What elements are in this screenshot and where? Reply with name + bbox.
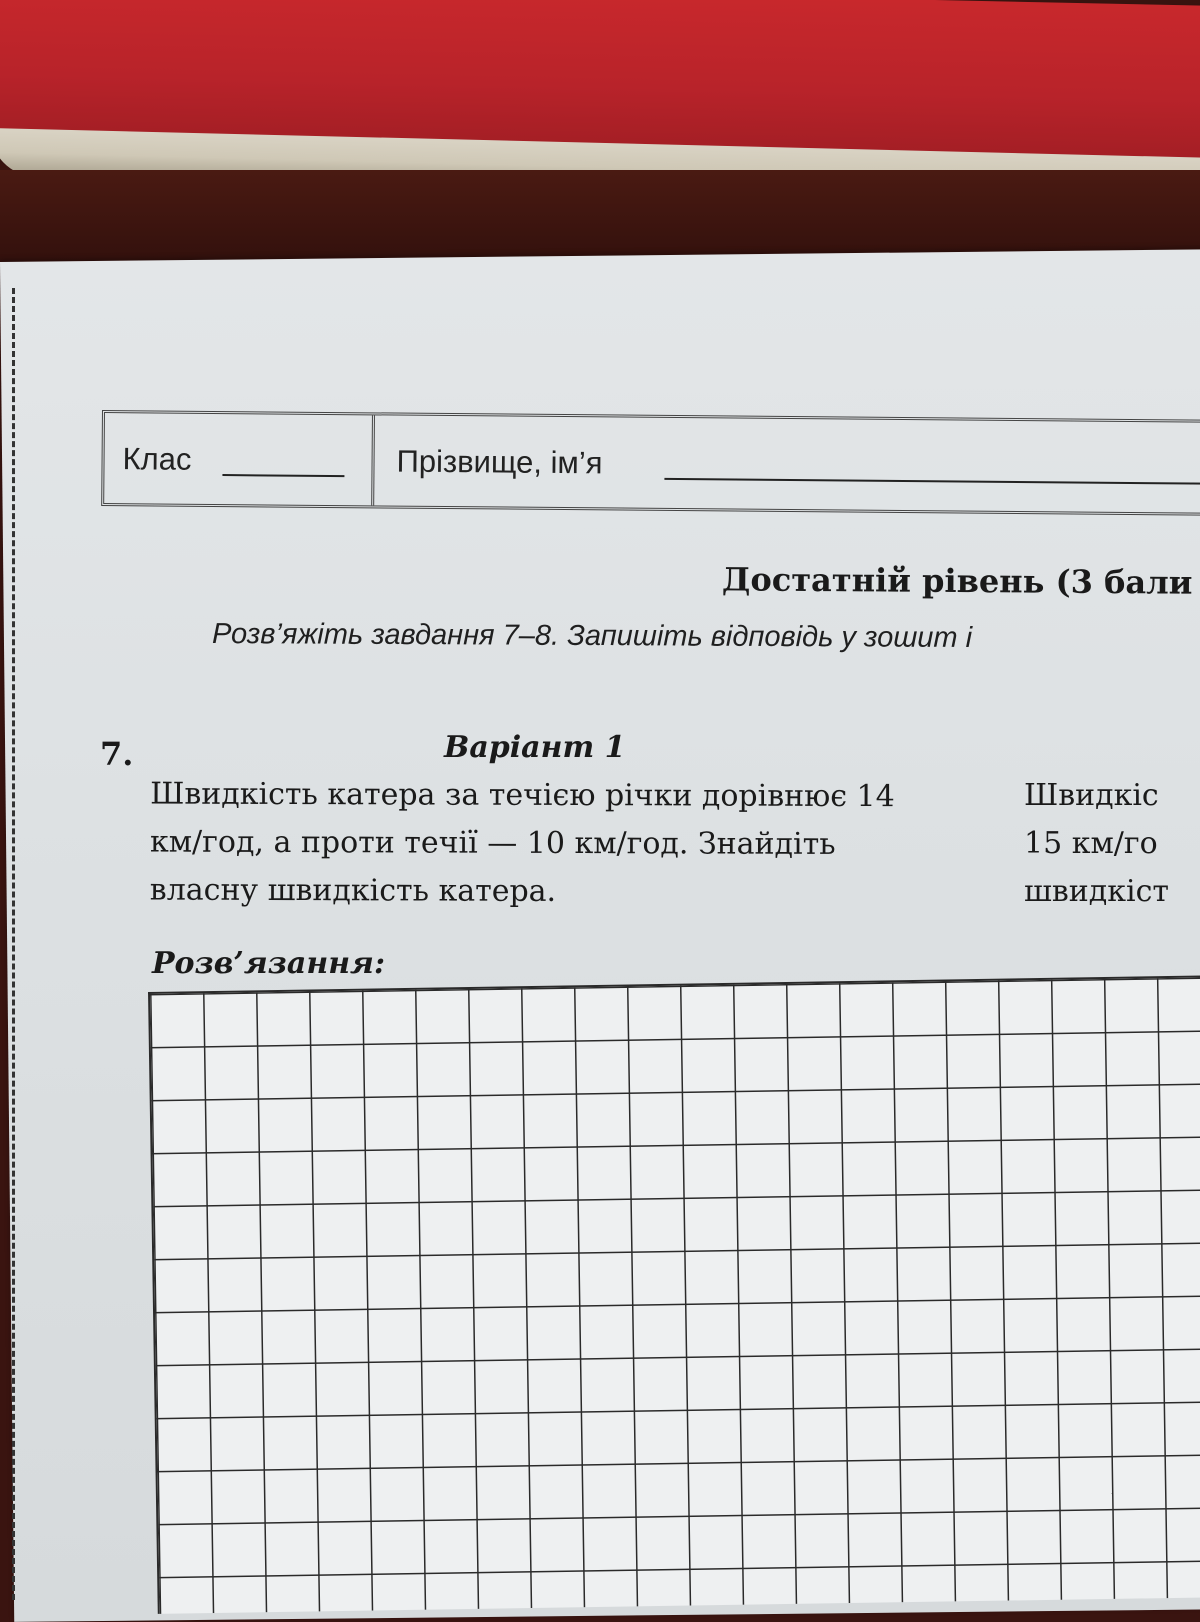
class-blank-line[interactable] (222, 474, 344, 477)
solution-label: Розв’язання: (152, 946, 386, 981)
level-title: Достатній рівень (3 бали (721, 560, 1193, 602)
class-label: Клас (122, 441, 192, 477)
task-text-line: км/год, а проти течії — 10 км/год. Знайдіть (149, 824, 836, 862)
name-blank-line[interactable] (664, 478, 1200, 485)
student-info-box (101, 410, 1200, 516)
task-text-line: Швидкість катера за течією річки дорівнює 14 (150, 776, 895, 815)
class-cell (104, 413, 375, 505)
solution-grid[interactable] (148, 975, 1200, 1614)
variant2-text-line: Швидкіс (1024, 778, 1159, 813)
variant2-text-line: швидкіст (1024, 874, 1169, 909)
variant-title: Варіант 1 (444, 730, 626, 765)
task-text-line: власну швидкість катера. (149, 872, 557, 909)
task-number: 7. (100, 735, 134, 773)
variant2-text-cutoff (1024, 772, 1200, 916)
dashed-cut-line (12, 288, 15, 1600)
variant2-text-line: 15 км/го (1024, 826, 1158, 861)
task-text (150, 771, 980, 918)
instructions-text: Розв’яжіть завдання 7–8. Запишіть відповідь у зошит і (211, 618, 973, 654)
name-label: Прізвище, ім’я (396, 443, 603, 481)
